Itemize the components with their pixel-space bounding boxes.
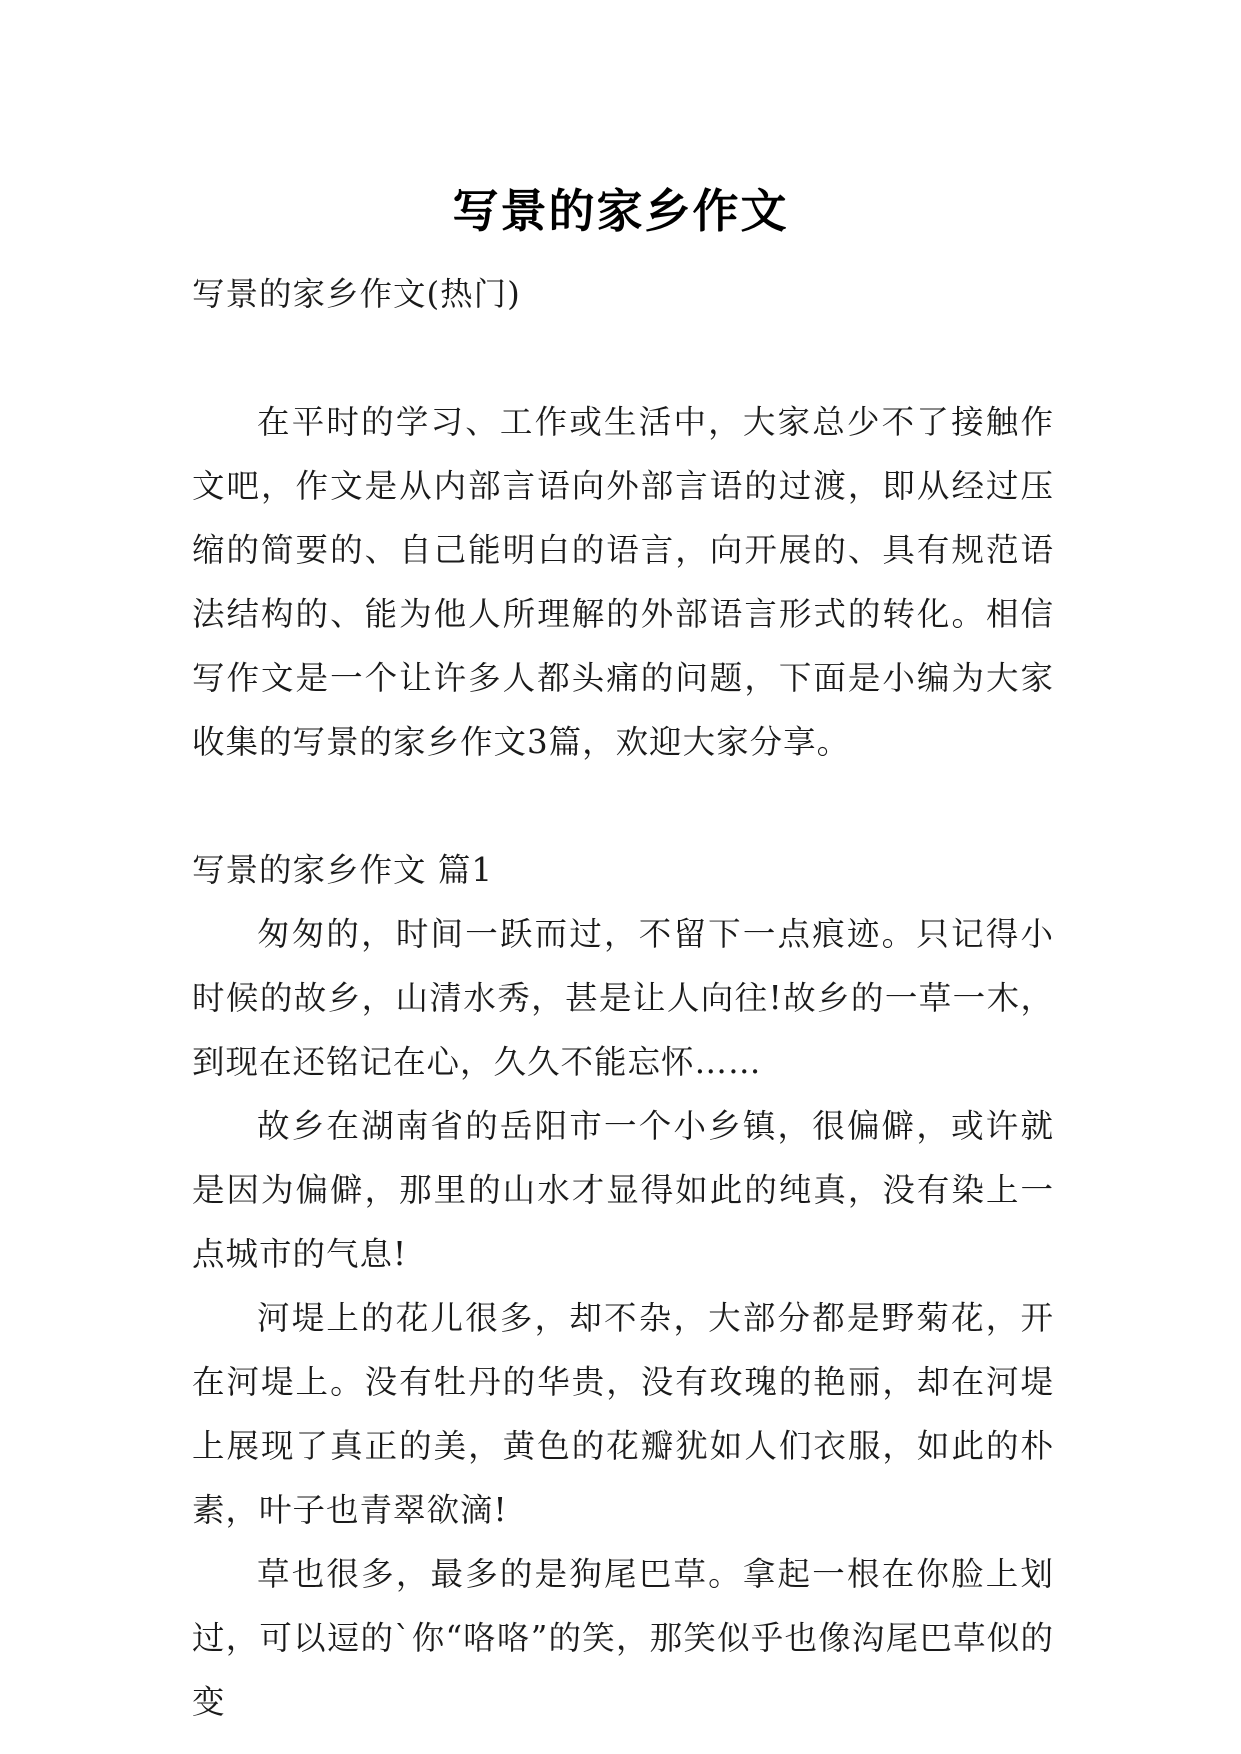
section-heading: 写景的家乡作文 篇1 — [192, 851, 494, 889]
document-body — [192, 262, 1054, 1734]
body-paragraph: 匆匆的，时间一跃而过，不留下一点痕迹。只记得小时候的故乡，山清水秀，甚是让人向往!故乡的一草一木，到现在还铭记在心，久久不能忘怀…… — [192, 915, 1054, 1081]
body-paragraph: 故乡在湖南省的岳阳市一个小乡镇，很偏僻，或许就是因为偏僻，那里的山水才显得如此的纯真，没有染上一点城市的气息! — [192, 1107, 1054, 1273]
document-subtitle: 写景的家乡作文(热门) — [192, 275, 521, 313]
body-paragraph: 河堤上的花儿很多，却不杂，大部分都是野菊花，开在河堤上。没有牡丹的华贵，没有玫瑰的艳丽，却在河堤上展现了真正的美，黄色的花瓣犹如人们衣服，如此的朴素，叶子也青翠欲滴! — [192, 1299, 1054, 1529]
document-title: 写景的家乡作文 — [452, 183, 789, 238]
body-paragraph: 草也很多，最多的是狗尾巴草。拿起一根在你脸上划过，可以逗的`你“咯咯”的笑，那笑似乎也像沟尾巴草似的变 — [192, 1555, 1054, 1721]
intro-paragraph: 在平时的学习、工作或生活中，大家总少不了接触作文吧，作文是从内部言语向外部言语的过渡，即从经过压缩的简要的、自己能明白的语言，向开展的、具有规范语法结构的、能为他人所理解的外部语言形式的转化。相信写作文是一个让许多人都头痛的问题，下面是小编为大家收集的写景的家乡作文3篇，欢迎大家分享。 — [192, 403, 1054, 761]
